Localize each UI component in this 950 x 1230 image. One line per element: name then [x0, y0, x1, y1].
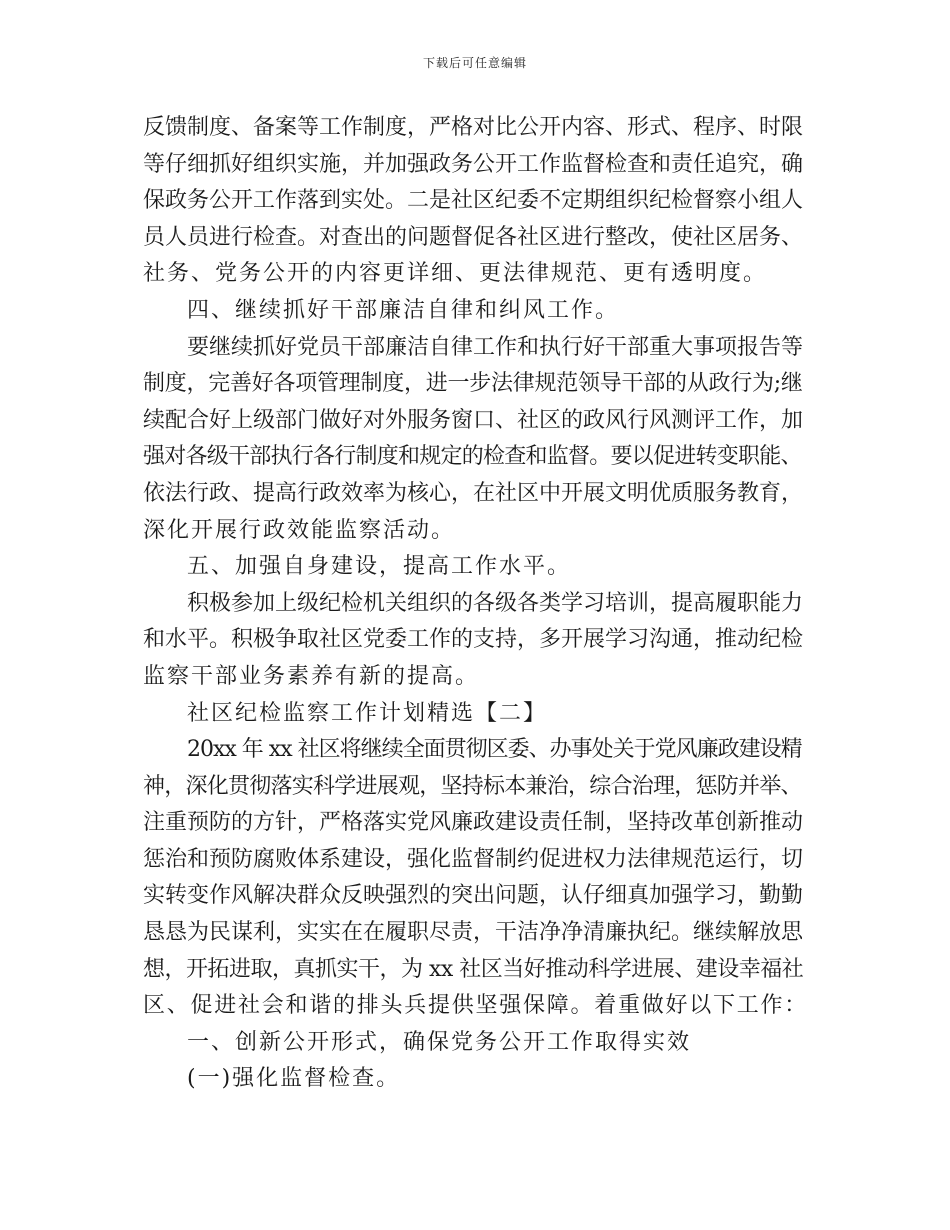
text-line: 社务、党务公开的内容更详细、更法律规范、更有透明度。: [143, 261, 768, 287]
text-line: (一)强化监督检查。: [187, 1066, 401, 1092]
text-line: 制度，完善好各项管理制度，进一步法律规范领导干部的从政行为;继: [143, 371, 803, 397]
text-line: 续配合好上级部门做好对外服务窗口、社区的政风行风测评工作，加: [143, 407, 804, 433]
text-line: 20xx 年 xx 社区将继续全面贯彻区委、办事处关于党风廉政建设精: [187, 737, 802, 763]
text-line: 积极参加上级纪检机关组织的各级各类学习培训，提高履职能力: [187, 590, 804, 616]
text-line: 实转变作风解决群众反映强烈的突出问题，认仔细真加强学习，勤勤: [143, 883, 804, 909]
text-line: 区、促进社会和谐的排头兵提供坚强保障。着重做好以下工作：: [143, 993, 809, 1019]
text-line: 等仔细抓好组织实施，并加强政务公开工作监督检查和责任追究，确: [143, 151, 804, 177]
text-line: 深化开展行政效能监察活动。: [143, 517, 456, 543]
text-line: 反馈制度、备案等工作制度，严格对比公开内容、形式、程序、时限: [143, 115, 804, 140]
header-note: 下载后可任意编辑: [422, 56, 527, 70]
text-line: 五、加强自身建设，提高工作水平。: [187, 554, 572, 580]
text-line: 员人员进行检查。对查出的问题督促各社区进行整改，使社区居务、: [143, 224, 804, 250]
text-line: 依法行政、提高行政效率为核心，在社区中开展文明优质服务教育，: [143, 480, 804, 506]
document-body: [143, 110, 808, 1098]
text-line: 保政务公开工作落到实处。二是社区纪委不定期组织纪检督察小组人: [143, 188, 804, 214]
text-line: 惩治和预防腐败体系建设，强化监督制约促进权力法律规范运行，切: [143, 846, 804, 872]
text-line: 社区纪检监察工作计划精选【二】: [187, 700, 548, 726]
text-line: 注重预防的方针，严格落实党风廉政建设责任制，坚持改革创新推动: [143, 810, 804, 836]
text-line: 四、继续抓好干部廉洁自律和纠风工作。: [187, 297, 620, 323]
text-line: 一、创新公开形式，确保党务公开工作取得实效: [187, 1029, 692, 1055]
text-line: 恳恳为民谋利，实实在在履职尽责，干洁净净清廉执纪。继续解放思: [143, 920, 804, 946]
text-line: 监察干部业务素养有新的提高。: [143, 663, 480, 689]
text-line: 和水平。积极争取社区党委工作的支持，多开展学习沟通，推动纪检: [143, 627, 804, 653]
text-line: 神，深化贯彻落实科学进展观，坚持标本兼治，综合治理，惩防并举、: [143, 773, 802, 799]
text-line: 想，开拓进取，真抓实干，为 xx 社区当好推动科学进展、建设幸福社: [143, 956, 804, 982]
text-line: 强对各级干部执行各行制度和规定的检查和监督。要以促进转变职能、: [143, 444, 802, 470]
text-line: 要继续抓好党员干部廉洁自律工作和执行好干部重大事项报告等: [187, 334, 804, 360]
